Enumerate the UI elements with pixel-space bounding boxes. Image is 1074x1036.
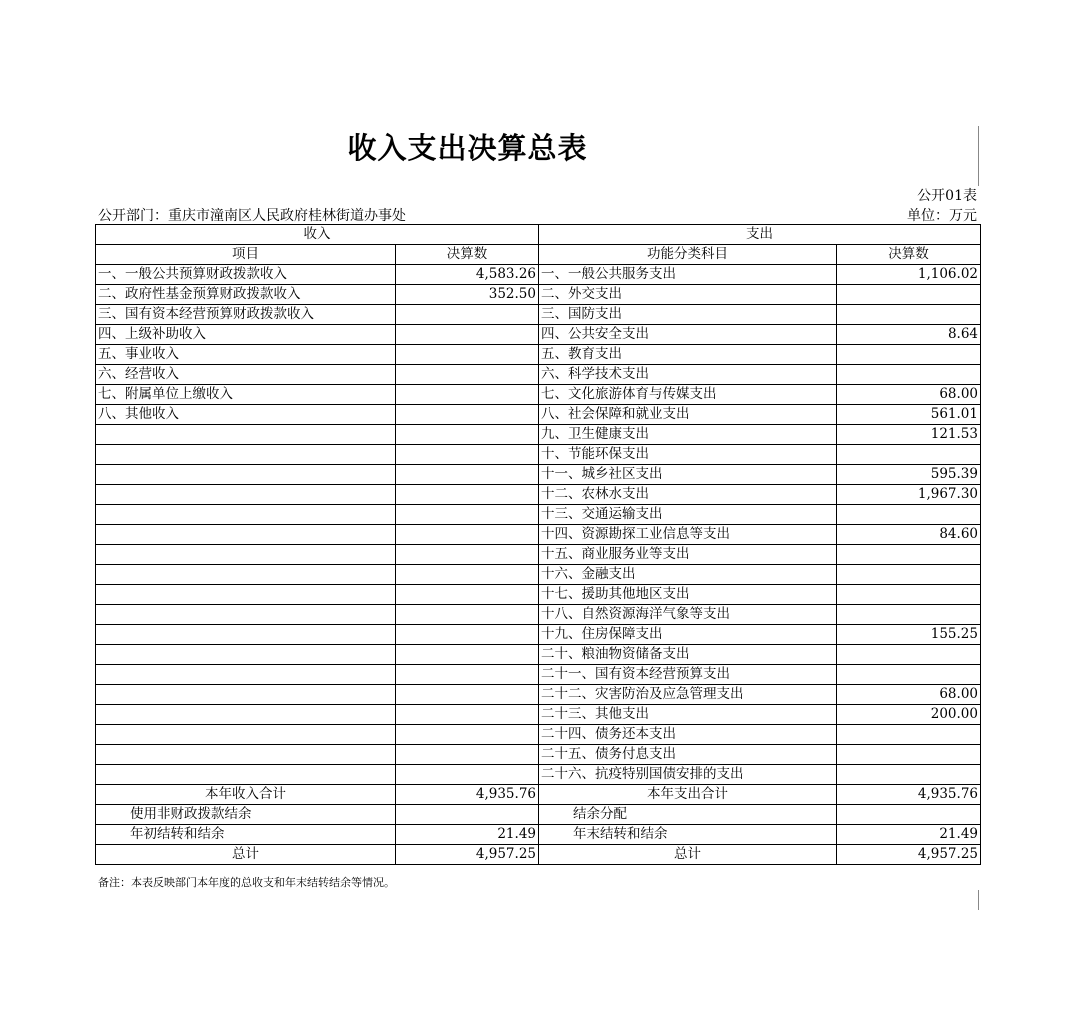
table-row: [96, 765, 981, 785]
expense-amount-cell: 21.49: [837, 825, 981, 845]
expense-item-cell: 七、文化旅游体育与传媒支出: [539, 385, 837, 405]
expense-amount-cell: 595.39: [837, 465, 981, 485]
expense-item-cell: 本年支出合计: [539, 785, 837, 805]
income-item-cell: 本年收入合计: [96, 785, 396, 805]
expense-item-cell: 十五、商业服务业等支出: [539, 545, 837, 565]
income-item-cell: 六、经营收入: [96, 365, 396, 385]
table-row: [96, 445, 981, 465]
income-amount-cell: [396, 405, 539, 425]
income-amount-cell: [396, 665, 539, 685]
expense-item-cell: 十八、自然资源海洋气象等支出: [539, 605, 837, 625]
expense-amount-header: 决算数: [837, 245, 981, 265]
expense-item-header: 功能分类科目: [539, 245, 837, 265]
expense-amount-cell: 4,957.25: [837, 845, 981, 865]
income-item-cell: 一、一般公共预算财政拨款收入: [96, 265, 396, 285]
table-row: [96, 745, 981, 765]
income-item-cell: [96, 725, 396, 745]
income-amount-cell: 4,583.26: [396, 265, 539, 285]
income-item-cell: 年初结转和结余: [96, 825, 396, 845]
income-header: 收入: [96, 225, 539, 245]
income-amount-cell: [396, 305, 539, 325]
expense-amount-cell: [837, 725, 981, 745]
income-amount-cell: [396, 345, 539, 365]
expense-item-cell: 十二、农林水支出: [539, 485, 837, 505]
expense-item-cell: 一、一般公共服务支出: [539, 265, 837, 285]
table-row: [96, 725, 981, 745]
income-item-cell: [96, 705, 396, 725]
expense-amount-cell: 8.64: [837, 325, 981, 345]
income-amount-cell: [396, 385, 539, 405]
income-amount-cell: 4,935.76: [396, 785, 539, 805]
income-amount-cell: [396, 485, 539, 505]
income-item-cell: [96, 685, 396, 705]
income-item-header: 项目: [96, 245, 396, 265]
expense-item-cell: 十、节能环保支出: [539, 445, 837, 465]
expense-amount-cell: [837, 505, 981, 525]
expense-amount-cell: 68.00: [837, 685, 981, 705]
expense-amount-cell: [837, 645, 981, 665]
expense-amount-cell: [837, 765, 981, 785]
table-row: [96, 545, 981, 565]
page-title: 收入支出决算总表: [347, 131, 588, 165]
income-item-cell: [96, 765, 396, 785]
income-amount-cell: 4,957.25: [396, 845, 539, 865]
income-item-cell: [96, 465, 396, 485]
table-subheader-row: [96, 245, 981, 265]
income-amount-cell: [396, 605, 539, 625]
expense-item-cell: 十六、金融支出: [539, 565, 837, 585]
table-row: [96, 465, 981, 485]
expense-amount-cell: 4,935.76: [837, 785, 981, 805]
unit-label: 单位：万元: [907, 208, 977, 224]
expense-item-cell: 十一、城乡社区支出: [539, 465, 837, 485]
expense-item-cell: 十九、住房保障支出: [539, 625, 837, 645]
income-amount-cell: 352.50: [396, 285, 539, 305]
income-amount-cell: [396, 805, 539, 825]
income-item-cell: [96, 745, 396, 765]
income-item-cell: [96, 565, 396, 585]
income-amount-cell: [396, 685, 539, 705]
expense-amount-cell: 200.00: [837, 705, 981, 725]
expense-amount-cell: [837, 805, 981, 825]
expense-amount-cell: 84.60: [837, 525, 981, 545]
income-amount-cell: [396, 645, 539, 665]
expense-item-cell: 二十六、抗疫特别国债安排的支出: [539, 765, 837, 785]
income-item-cell: 总计: [96, 845, 396, 865]
table-row: [96, 405, 981, 425]
expense-item-cell: 二十、粮油物资储备支出: [539, 645, 837, 665]
income-item-cell: [96, 485, 396, 505]
expense-item-cell: 二十四、债务还本支出: [539, 725, 837, 745]
expense-amount-cell: 155.25: [837, 625, 981, 645]
table-number: 公开01表: [917, 188, 977, 204]
table-row: [96, 605, 981, 625]
expense-item-cell: 二十五、债务付息支出: [539, 745, 837, 765]
income-amount-cell: [396, 585, 539, 605]
income-amount-cell: [396, 565, 539, 585]
income-item-cell: [96, 625, 396, 645]
income-item-cell: 五、事业收入: [96, 345, 396, 365]
expense-header: 支出: [539, 225, 981, 245]
right-margin-line: [978, 890, 979, 910]
expense-amount-cell: [837, 445, 981, 465]
income-item-cell: [96, 525, 396, 545]
summary-row: [96, 845, 981, 865]
expense-amount-cell: [837, 665, 981, 685]
expense-item-cell: 二、外交支出: [539, 285, 837, 305]
expense-item-cell: 总计: [539, 845, 837, 865]
expense-amount-cell: [837, 345, 981, 365]
table-row: [96, 365, 981, 385]
expense-amount-cell: [837, 305, 981, 325]
table-row: [96, 665, 981, 685]
expense-item-cell: 十三、交通运输支出: [539, 505, 837, 525]
income-amount-header: 决算数: [396, 245, 539, 265]
table-row: [96, 685, 981, 705]
table-row: [96, 425, 981, 445]
income-item-cell: 七、附属单位上缴收入: [96, 385, 396, 405]
expense-amount-cell: [837, 745, 981, 765]
income-amount-cell: [396, 505, 539, 525]
footnote: 备注：本表反映部门本年度的总收支和年末结转结余等情况。: [98, 876, 395, 889]
table-row: [96, 525, 981, 545]
income-amount-cell: 21.49: [396, 825, 539, 845]
income-item-cell: [96, 505, 396, 525]
income-amount-cell: [396, 325, 539, 345]
table-header-row: [96, 225, 981, 245]
right-margin-line: [978, 126, 979, 186]
expense-item-cell: 二十二、灾害防治及应急管理支出: [539, 685, 837, 705]
expense-item-cell: 结余分配: [539, 805, 837, 825]
expense-item-cell: 九、卫生健康支出: [539, 425, 837, 445]
table-row: [96, 505, 981, 525]
income-item-cell: 三、国有资本经营预算财政拨款收入: [96, 305, 396, 325]
expense-item-cell: 十七、援助其他地区支出: [539, 585, 837, 605]
expense-amount-cell: 68.00: [837, 385, 981, 405]
expense-amount-cell: [837, 285, 981, 305]
table-row: [96, 325, 981, 345]
income-amount-cell: [396, 525, 539, 545]
summary-row: [96, 805, 981, 825]
income-amount-cell: [396, 705, 539, 725]
table-row: [96, 585, 981, 605]
expense-amount-cell: [837, 565, 981, 585]
table-row: [96, 705, 981, 725]
income-amount-cell: [396, 445, 539, 465]
table-row: [96, 305, 981, 325]
income-item-cell: [96, 545, 396, 565]
table-row: [96, 485, 981, 505]
income-item-cell: 使用非财政拨款结余: [96, 805, 396, 825]
income-amount-cell: [396, 465, 539, 485]
table-row: [96, 625, 981, 645]
expense-amount-cell: 1,967.30: [837, 485, 981, 505]
income-amount-cell: [396, 745, 539, 765]
expense-item-cell: 二十三、其他支出: [539, 705, 837, 725]
table-row: [96, 385, 981, 405]
expense-item-cell: 三、国防支出: [539, 305, 837, 325]
income-amount-cell: [396, 725, 539, 745]
expense-item-cell: 四、公共安全支出: [539, 325, 837, 345]
expense-amount-cell: [837, 365, 981, 385]
income-item-cell: 二、政府性基金预算财政拨款收入: [96, 285, 396, 305]
income-item-cell: [96, 645, 396, 665]
expense-amount-cell: 121.53: [837, 425, 981, 445]
income-item-cell: 四、上级补助收入: [96, 325, 396, 345]
expense-amount-cell: [837, 545, 981, 565]
income-item-cell: 八、其他收入: [96, 405, 396, 425]
income-amount-cell: [396, 765, 539, 785]
expense-amount-cell: 1,106.02: [837, 265, 981, 285]
income-amount-cell: [396, 625, 539, 645]
income-item-cell: [96, 425, 396, 445]
expense-item-cell: 年末结转和结余: [539, 825, 837, 845]
expense-item-cell: 八、社会保障和就业支出: [539, 405, 837, 425]
income-amount-cell: [396, 425, 539, 445]
expense-item-cell: 十四、资源勘探工业信息等支出: [539, 525, 837, 545]
expense-amount-cell: [837, 585, 981, 605]
summary-row: [96, 785, 981, 805]
income-amount-cell: [396, 365, 539, 385]
table-row: [96, 345, 981, 365]
table-row: [96, 285, 981, 305]
department-label: 公开部门：重庆市潼南区人民政府桂林街道办事处: [98, 208, 406, 224]
expense-item-cell: 五、教育支出: [539, 345, 837, 365]
summary-row: [96, 825, 981, 845]
expense-item-cell: 二十一、国有资本经营预算支出: [539, 665, 837, 685]
table-row: [96, 565, 981, 585]
expense-amount-cell: 561.01: [837, 405, 981, 425]
expense-item-cell: 六、科学技术支出: [539, 365, 837, 385]
table-row: [96, 645, 981, 665]
income-item-cell: [96, 585, 396, 605]
table-row: [96, 265, 981, 285]
budget-summary-table: [95, 224, 981, 865]
income-amount-cell: [396, 545, 539, 565]
income-item-cell: [96, 445, 396, 465]
expense-amount-cell: [837, 605, 981, 625]
income-item-cell: [96, 605, 396, 625]
income-item-cell: [96, 665, 396, 685]
